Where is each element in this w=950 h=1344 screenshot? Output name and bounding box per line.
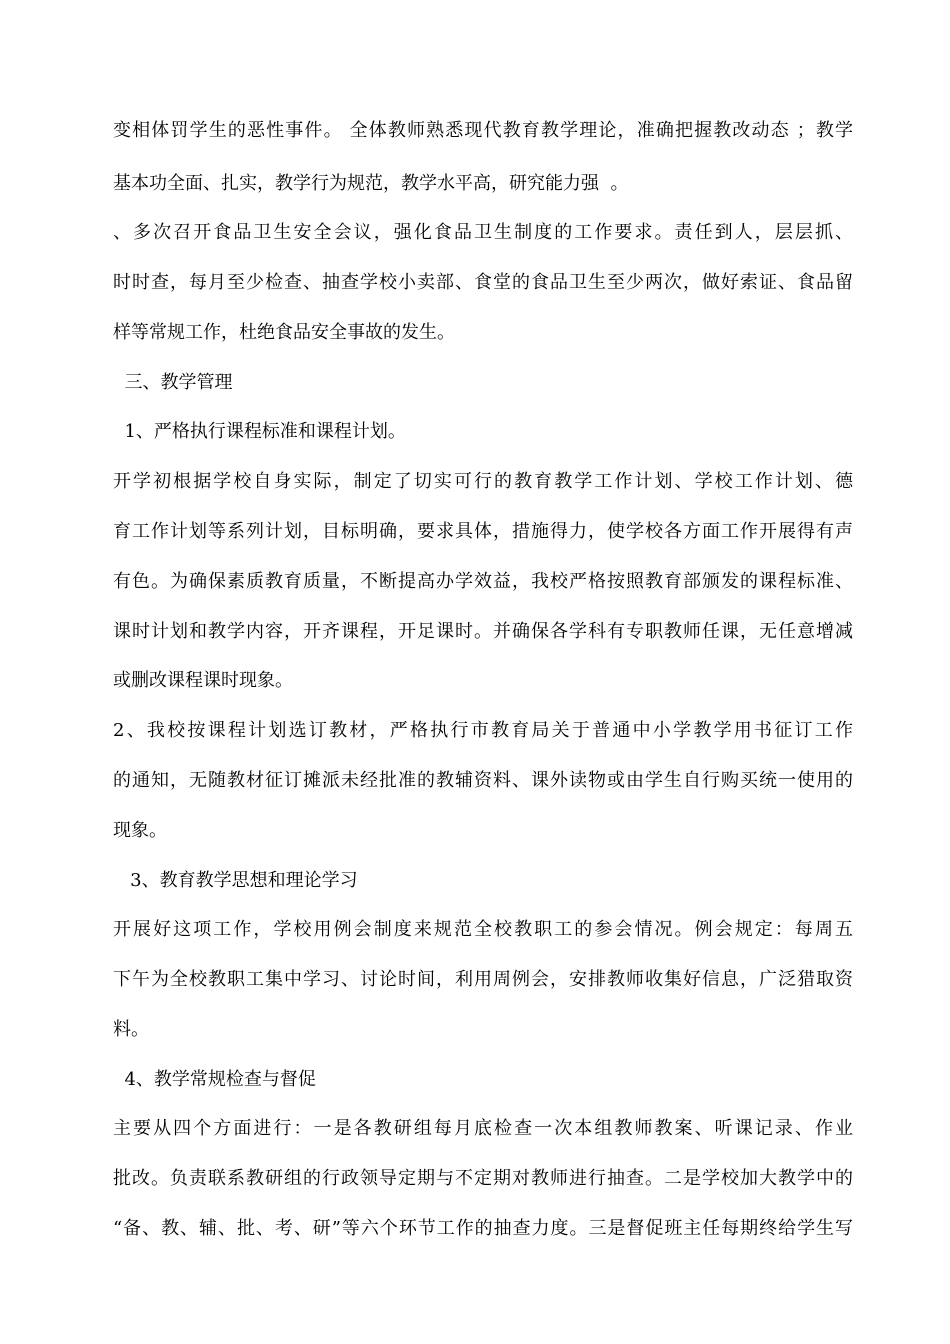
text-line-18: 下午为全校教职工集中学习、讨论时间，利用周例会，安排教师收集好信息，广泛猎取资 (113, 969, 853, 990)
text-line-3: 、多次召开食品卫生安全会议，强化食品卫生制度的工作要求。责任到人，层层抓、 (113, 222, 853, 243)
text-line-17: 开展好这项工作，学校用例会制度来规范全校教职工的参会情况。例会规定：每周五 (113, 919, 853, 940)
text-line-2: 基本功全面、扎实，教学行为规范，教学水平高，研究能力强 。 (113, 173, 629, 194)
text-line-9: 育工作计划等系列计划，目标明确，要求具体，措施得力，使学校各方面工作开展得有声 (113, 521, 853, 542)
text-line-5: 样等常规工作，杜绝食品安全事故的发生。 (113, 322, 455, 343)
text-line-10: 有色。为确保素质教育质量，不断提高办学效益，我校严格按照教育部颁发的课程标准、 (113, 571, 853, 592)
text-line-14: 的通知，无随教材征订摊派未经批准的教辅资料、课外读物或由学生自行购买统一使用的 (113, 770, 853, 791)
text-line-15: 现象。 (113, 820, 167, 841)
text-line-11: 课时计划和教学内容，开齐课程，开足课时。并确保各学科有专职教师任课，无任意增减 (113, 621, 853, 642)
text-line-8: 开学初根据学校自身实际，制定了切实可行的教育教学工作计划、学校工作计划、德 (113, 471, 853, 492)
text-line-22: 批改。负责联系教研组的行政领导定期与不定期对教师进行抽查。二是学校加大教学中的 (113, 1168, 853, 1189)
text-line-13: 2、我校按课程计划选订教材，严格执行市教育局关于普通中小学教学用书征订工作 (113, 720, 853, 741)
text-line-23: “备、教、辅、批、考、研”等六个环节工作的抽查力度。三是督促班主任每期终给学生写 (113, 1218, 853, 1239)
subheading-1: 1、严格执行课程标准和课程计划。 (113, 421, 406, 442)
text-line-21: 主要从四个方面进行：一是各教研组每月底检查一次本组教师教案、听课记录、作业 (113, 1118, 853, 1139)
text-line-1: 变相体罚学生的恶性事件。 全体教师熟悉现代教育教学理论，准确把握教改动态 ；教学 (113, 120, 853, 141)
text-line-4: 时时查，每月至少检查、抽查学校小卖部、食堂的食品卫生至少两次，做好索证、食品留 (113, 272, 853, 293)
subheading-4: 4、教学常规检查与督促 (113, 1069, 316, 1090)
text-line-19: 料。 (113, 1019, 149, 1040)
section-heading-teaching-management: 三、教学管理 (113, 372, 233, 393)
subheading-3: 3、教育教学思想和理论学习 (113, 870, 358, 891)
text-line-12: 或删改课程课时现象。 (113, 670, 293, 691)
